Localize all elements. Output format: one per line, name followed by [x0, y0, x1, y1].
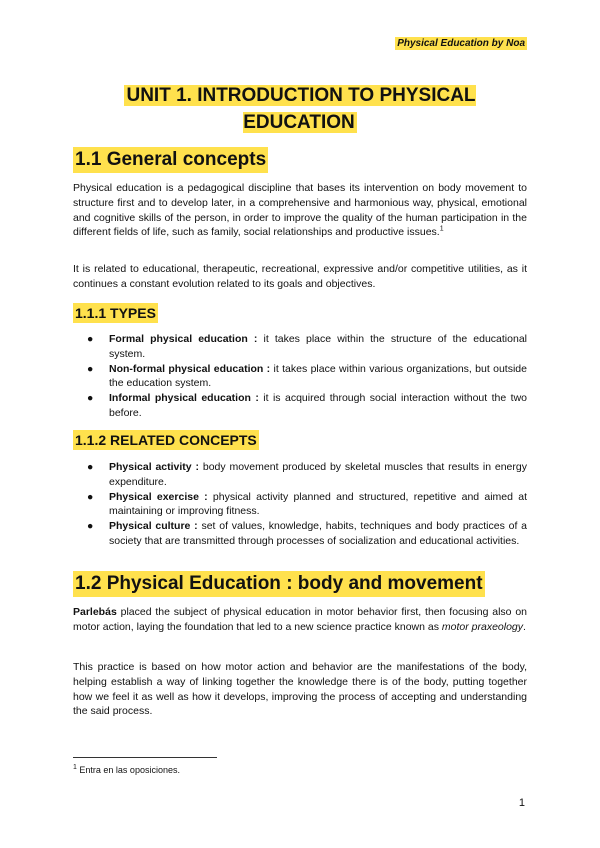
- list-item: ● Physical exercise : physical activity planned and structured, repetitive and aimed at maintaining or improving fitness.: [87, 490, 527, 518]
- footnote: $^1$ Entra en las oposiciones.: [73, 764, 180, 775]
- list-item: ● Physical activity : body movement produced by skeletal muscles that results in energy expenditure.: [87, 461, 527, 488]
- list-item: ● Formal physical education : it takes place within the structure of the educational system.: [87, 333, 527, 360]
- list-item: ● Informal physical education : it is acquired through social interaction without the two before.: [87, 392, 527, 419]
- section-heading-body-and-movement: 1.2 Physical Education : body and movement: [73, 571, 485, 597]
- section-heading-general-concepts: 1.1 General concepts: [73, 147, 268, 173]
- page-header: Physical Education by Noa: [397, 38, 525, 49]
- footnote-mark: 1: [73, 764, 77, 771]
- list-item: ● Non-formal physical education : it takes place within various organizations, but outside the education system.: [87, 362, 527, 390]
- related-concepts-list: [73, 460, 527, 549]
- bullet-icon: ●: [87, 392, 94, 405]
- bullet-icon: ●: [87, 333, 94, 345]
- footnote-reference[interactable]: 1: [439, 225, 444, 233]
- bullet-icon: ●: [87, 362, 94, 375]
- paragraph-definition: Physical education is a pedagogical discipline that bases its intervention on body movement to structure first and to develop later, in a comprehensive and harmonious way, physical, emotional and cognitive skills of the person, in order to improve the quality of the human participation in the different fields of life, such as family, social relationships and productive issues.$^1$: [73, 182, 527, 239]
- paragraph-practice: This practice is based on how motor action and behavior are the manifestations of the body, helping establish a way of linking together the knowledge there is of the body, putting together how we feel it as well as how it develops, improving the process of accepting and understanding the said process.: [73, 661, 527, 718]
- footnote-divider: [73, 757, 217, 758]
- unit-title-text: UNIT 1. INTRODUCTION TO PHYSICAL EDUCATION: [126, 85, 476, 133]
- subsection-heading-related-concepts: 1.1.2 RELATED CONCEPTS: [75, 432, 257, 448]
- author-name: Parlebás: [73, 606, 117, 618]
- list-item: ● Physical culture : set of values, knowledge, habits, techniques and body practices of a society that are transmitted through processes of socialization and educational activities.: [87, 520, 527, 547]
- types-list: [73, 332, 527, 421]
- emphasis-term: motor praxeology: [441, 620, 524, 633]
- bullet-icon: ●: [87, 461, 94, 473]
- paragraph-utilities: It is related to educational, therapeutic, recreational, expressive and/or competitive utilities, as it continues a constant evolution related to its goals and objectives.: [73, 263, 527, 290]
- page-number: 1: [518, 797, 525, 809]
- bullet-icon: ●: [87, 490, 94, 503]
- bullet-icon: ●: [87, 520, 94, 533]
- paragraph-parlebas: Parlebás placed the subject of physical education in motor behavior first, then focusing also on motor action, laying the foundation that led to a new science practice known as motor praxeology.: [73, 606, 527, 633]
- subsection-heading-types: 1.1.1 TYPES: [75, 305, 156, 321]
- unit-title: [73, 82, 527, 136]
